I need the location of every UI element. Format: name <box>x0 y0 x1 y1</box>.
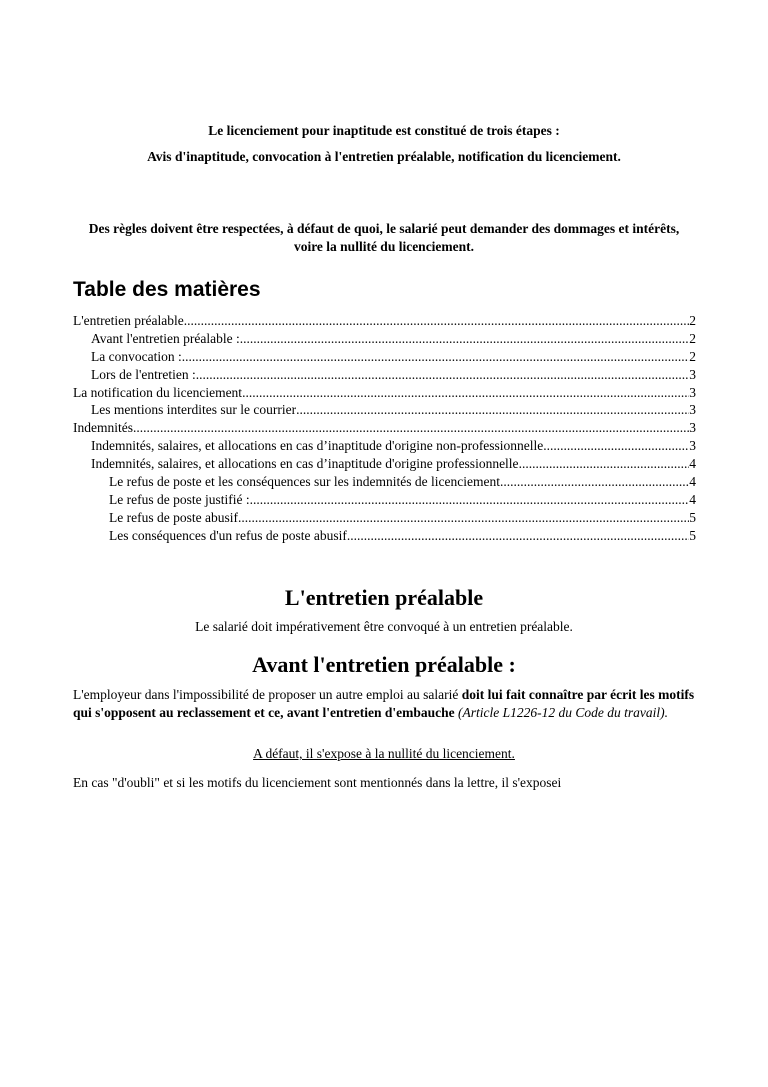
toc-page-number: 3 <box>689 366 696 382</box>
toc-entry-label: Le refus de poste abusif <box>109 509 238 525</box>
toc-entry[interactable] <box>73 455 696 473</box>
section-intro-text: Le salarié doit impérativement être convoqué à un entretien préalable. <box>195 619 573 634</box>
toc-leader <box>242 384 689 402</box>
toc-page-number: 4 <box>689 474 696 490</box>
toc-leader <box>296 401 689 419</box>
toc-entry-label: Lors de l'entretien : <box>91 366 196 382</box>
toc-leader <box>182 348 690 366</box>
toc-entry-label: Indemnités <box>73 420 133 436</box>
toc-page-number: 4 <box>689 491 696 507</box>
toc-entry-label: Le refus de poste et les conséquences sur les indemnités de licenciement <box>109 474 500 490</box>
toc-leader <box>184 312 690 330</box>
toc-leader <box>250 491 690 509</box>
toc-leader <box>347 527 689 545</box>
toc-entry[interactable] <box>73 527 696 545</box>
toc-entry[interactable] <box>73 401 696 419</box>
toc-entry[interactable] <box>73 366 696 384</box>
toc-entry[interactable] <box>73 473 696 491</box>
intro-line-2: Avis d'inaptitude, convocation à l'entretien préalable, notification du licenciement. <box>147 149 621 164</box>
article-reference: (Article L1226-12 du Code du travail). <box>454 705 668 720</box>
toc-page-number: 3 <box>689 420 696 436</box>
toc-leader <box>519 455 690 473</box>
toc-entry-label: La notification du licenciement <box>73 384 243 400</box>
toc-entry[interactable] <box>73 491 696 509</box>
toc-entry[interactable] <box>73 348 696 366</box>
paragraph-employer <box>73 686 696 722</box>
toc-leader <box>500 473 689 491</box>
intro-rules: Des règles doivent être respectées, à défaut de quoi, le salarié peut demander des dommages et intérêts, voire la nullité du licenciement. <box>88 221 680 254</box>
toc-page-number: 3 <box>689 438 696 454</box>
toc-page-number: 2 <box>689 348 696 364</box>
paragraph-omission: En cas "d'oubli" et si les motifs du licenciement sont mentionnés dans la lettre, il s'exposei <box>73 775 562 790</box>
subsection-heading: Avant l'entretien préalable : <box>252 652 516 677</box>
toc-entry-label: Indemnités, salaires, et allocations en cas d’inaptitude d'origine professionnelle <box>91 456 519 472</box>
toc-entry-label: L'entretien préalable <box>73 313 184 328</box>
toc-page-number: 4 <box>689 456 696 472</box>
toc-page-number: 2 <box>689 330 696 346</box>
nullity-warning: A défaut, il s'expose à la nullité du licenciement. <box>253 746 515 761</box>
paragraph-bold-text: doit lui fait connaître par écrit les motifs qui s'opposent au reclassement et ce, avant l'entretien d'embauche <box>73 687 695 720</box>
toc-entry-label: Avant l'entretien préalable : <box>91 330 240 346</box>
toc-leader <box>543 437 689 455</box>
toc-entry[interactable] <box>73 330 696 348</box>
toc-page-number: 5 <box>689 527 696 543</box>
toc-leader <box>238 509 689 527</box>
toc-entry[interactable] <box>73 419 696 437</box>
paragraph-text: L'employeur dans l'impossibilité de proposer un autre emploi au salarié <box>73 687 462 702</box>
toc-entry-label: Les conséquences d'un refus de poste abusif <box>109 527 347 543</box>
toc-page-number: 2 <box>689 313 696 328</box>
toc-page-number: 3 <box>689 402 696 418</box>
toc-title: Table des matières <box>73 278 261 301</box>
intro-block <box>73 118 695 170</box>
toc-entry-label: Le refus de poste justifié : <box>109 491 250 507</box>
toc-leader <box>240 330 690 348</box>
toc-page-number: 3 <box>689 384 696 400</box>
toc-entry-label: Indemnités, salaires, et allocations en cas d’inaptitude d'origine non-professionnelle <box>91 438 544 454</box>
toc-page-number: 5 <box>689 509 696 525</box>
toc-leader <box>133 419 689 437</box>
toc-entry[interactable] <box>73 312 696 330</box>
toc-entry[interactable] <box>73 437 696 455</box>
toc-leader <box>196 366 689 384</box>
toc-entry[interactable] <box>73 509 696 527</box>
table-of-contents <box>73 312 696 545</box>
intro-line-1: Le licenciement pour inaptitude est constitué de trois étapes : <box>208 123 560 138</box>
toc-entry[interactable] <box>73 384 696 402</box>
section-heading: L'entretien préalable <box>284 585 484 610</box>
toc-entry-label: Les mentions interdites sur le courrier <box>91 402 297 418</box>
toc-entry-label: La convocation : <box>91 348 182 364</box>
